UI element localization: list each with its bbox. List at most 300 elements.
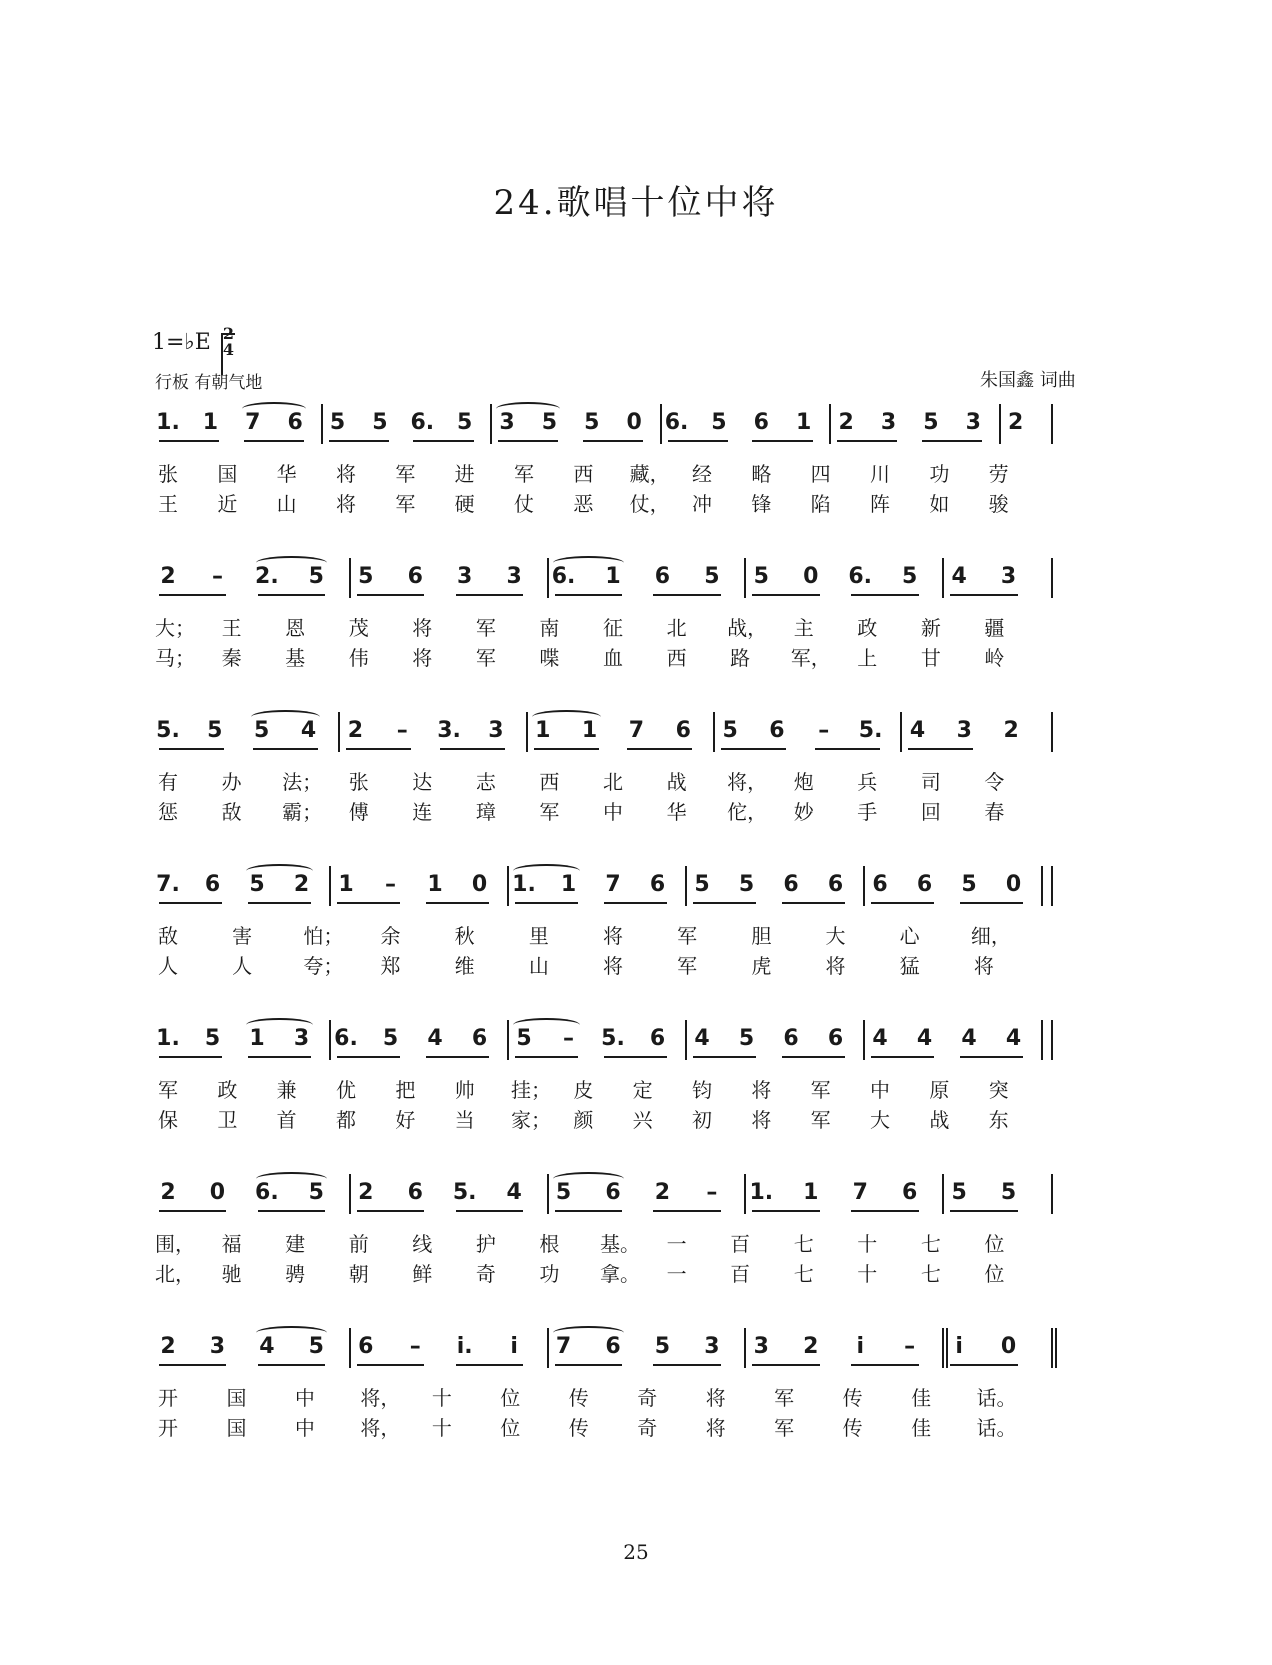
lyric-char: 七 (920, 1262, 941, 1286)
note: 2 (347, 718, 364, 743)
lyric-char: 传 (842, 1386, 863, 1410)
lyrics-row-1 (155, 1382, 1115, 1412)
note: 5 (555, 1180, 572, 1205)
lyric-char: 军 (475, 616, 496, 640)
lyric-char: 细， (970, 924, 1011, 948)
lyric-char: 办 (221, 770, 242, 794)
lyric-char: 七 (920, 1232, 941, 1256)
note: 5 (254, 718, 270, 743)
lyric-char: 夸； (303, 954, 344, 978)
lyric-char: 将 (751, 1078, 772, 1102)
beam-underline (159, 594, 226, 596)
lyric-char: 国 (217, 462, 238, 486)
bar-line (490, 404, 492, 444)
slur (513, 864, 580, 878)
lyric-char: 回 (920, 800, 941, 824)
lyric-char: 将 (336, 462, 356, 486)
lyric-char: 优 (336, 1078, 356, 1102)
lyric-char: 佳 (911, 1386, 932, 1410)
note: 6 (916, 872, 933, 897)
lyric-char: 突 (988, 1078, 1009, 1102)
note: 5 (249, 872, 265, 897)
lyric-char: 战， (727, 616, 768, 640)
lyric-char: 把 (395, 1078, 416, 1102)
note: 3 (956, 718, 972, 743)
bar-line (863, 1020, 865, 1060)
lyric-char: 仗， (629, 492, 670, 516)
score-line (155, 706, 1115, 826)
lyric-char: 茂 (348, 616, 369, 640)
lyric-char: 家； (511, 1108, 551, 1132)
lyric-char: 路 (730, 646, 751, 670)
notes-row (155, 706, 1115, 766)
note: – (563, 1026, 574, 1051)
lyric-char: 传 (568, 1386, 589, 1410)
lyric-char: 当 (454, 1108, 475, 1132)
note: 5 (738, 1026, 755, 1051)
lyric-char: 军 (774, 1386, 795, 1410)
note: 4 (909, 718, 926, 743)
lyric-char: 炮 (793, 770, 814, 794)
lyric-char: 十 (431, 1386, 452, 1410)
note: 0 (209, 1180, 226, 1205)
note: 4 (259, 1334, 275, 1359)
note: 3 (499, 410, 515, 435)
lyric-char: 将 (412, 646, 433, 670)
beam-underline (583, 440, 643, 442)
note: 7 (605, 872, 621, 897)
bar-line (507, 866, 509, 906)
notes-row (155, 860, 1115, 920)
slur (553, 556, 624, 570)
note: 2 (160, 1180, 176, 1205)
beam-underline (668, 440, 728, 442)
lyric-char: 马； (155, 646, 195, 670)
note: 5 (923, 410, 939, 435)
lyric-char: 东 (988, 1108, 1009, 1132)
lyric-char: 挂； (511, 1078, 551, 1102)
note: 2 (358, 1180, 374, 1205)
lyric-char: 中 (294, 1386, 315, 1410)
bar-line-end (1051, 1020, 1053, 1060)
note: 3 (880, 410, 897, 435)
note: 5 (204, 1026, 221, 1051)
note: 3. (437, 718, 461, 743)
note: 3 (1000, 564, 1017, 589)
note: 6 (649, 1026, 666, 1051)
note: 3 (506, 564, 522, 589)
lyric-char: 军 (475, 646, 496, 670)
bar-line (744, 1174, 746, 1214)
lyric-char: 位 (500, 1386, 521, 1410)
note: 4 (427, 1026, 443, 1051)
lyric-char: 朝 (348, 1262, 369, 1286)
note: 0 (803, 564, 819, 589)
lyric-char: 开 (158, 1386, 178, 1410)
beam-underline (244, 440, 304, 442)
note: 0 (1005, 872, 1022, 897)
lyrics-row-2 (155, 642, 1115, 672)
lyrics-row-2 (155, 1258, 1115, 1288)
note: 4 (961, 1026, 977, 1051)
note: 2 (160, 1334, 176, 1359)
note: 2 (293, 872, 310, 897)
note: i (510, 1334, 518, 1359)
lyric-char: 恶 (573, 492, 594, 516)
lyric-char: 开 (158, 1416, 178, 1440)
lyric-char: 进 (454, 462, 475, 486)
lyric-char: 妙 (793, 800, 814, 824)
lyric-char: 山 (276, 492, 297, 516)
notes-row (155, 552, 1115, 612)
beam-underline (337, 1056, 400, 1058)
lyric-char: 霸； (282, 800, 323, 824)
note: 6 (605, 1180, 621, 1205)
slur (246, 1018, 313, 1032)
lyric-char: 西 (573, 462, 594, 486)
lyric-char: 北， (155, 1262, 195, 1286)
note: – (211, 564, 223, 589)
lyric-char: 根 (539, 1232, 560, 1256)
bar-line-end (1051, 558, 1053, 598)
beam-underline (159, 1056, 222, 1058)
beam-underline (426, 1056, 489, 1058)
lyric-char: 佳 (911, 1416, 932, 1440)
beam-underline (851, 1364, 918, 1366)
lyric-char: 中 (870, 1078, 890, 1102)
note: 5. (858, 718, 883, 743)
lyric-char: 骏 (988, 492, 1009, 516)
lyric-char: 将， (727, 770, 768, 794)
note: 0 (1000, 1334, 1017, 1359)
lyric-char: 十 (857, 1232, 878, 1256)
beam-underline (258, 594, 325, 596)
lyric-char: 张 (348, 770, 369, 794)
lyrics-row-1 (155, 766, 1115, 796)
lyric-char: 猛 (899, 954, 920, 978)
note: i. (456, 1334, 473, 1359)
note: 6 (407, 1180, 423, 1205)
lyric-char: 传 (842, 1416, 863, 1440)
lyric-char: 颜 (573, 1108, 594, 1132)
note: 5 (372, 410, 388, 435)
bar-line (329, 1020, 331, 1060)
bar-line (1041, 1020, 1043, 1060)
lyric-char: 大 (870, 1108, 890, 1132)
lyric-char: 中 (294, 1416, 315, 1440)
lyric-char: 将 (751, 1108, 772, 1132)
note: 5 (753, 564, 769, 589)
note: 2. (255, 564, 279, 589)
lyric-char: 大； (155, 616, 195, 640)
note: – (904, 1334, 916, 1359)
note: 6 (769, 718, 785, 743)
note: 5 (382, 1026, 399, 1051)
note: 0 (471, 872, 488, 897)
note: 2 (803, 1334, 819, 1359)
note: 7. (156, 872, 180, 897)
note: 7 (245, 410, 261, 435)
lyric-char: 奇 (475, 1262, 496, 1286)
notes-row (155, 1168, 1115, 1228)
lyric-char: 北 (603, 770, 623, 794)
bar-line (863, 866, 865, 906)
lyric-char: 将 (412, 616, 433, 640)
note: 7 (555, 1334, 572, 1359)
lyric-char: 线 (412, 1232, 433, 1256)
lyric-char: 佗， (727, 800, 768, 824)
note: 4 (300, 718, 317, 743)
lyric-char: 百 (730, 1262, 751, 1286)
beam-underline (693, 902, 756, 904)
note: 5. (601, 1026, 625, 1051)
slur (256, 1172, 327, 1186)
beam-underline (815, 748, 880, 750)
lyrics-row-1 (155, 1074, 1115, 1104)
slur (532, 710, 601, 724)
lyric-char: 连 (412, 800, 433, 824)
tempo-marking: 行板 有朝气地 (155, 373, 263, 393)
lyric-char: 甘 (920, 646, 941, 670)
bar-line (999, 404, 1001, 444)
note: 6 (471, 1026, 488, 1051)
beam-underline (837, 440, 897, 442)
lyric-char: 秋 (454, 924, 475, 948)
lyric-char: 手 (857, 800, 878, 824)
lyric-char: 七 (793, 1232, 814, 1256)
lyrics-row-1 (155, 612, 1115, 642)
beam-underline (498, 440, 558, 442)
note: – (706, 1180, 718, 1205)
note: 1 (560, 872, 577, 897)
bar-line (744, 558, 746, 598)
note: 6 (204, 872, 221, 897)
lyric-char: 一 (666, 1262, 687, 1286)
lyric-char: 藏， (629, 462, 670, 486)
bar-line (547, 1328, 549, 1368)
note: i (856, 1334, 864, 1359)
note: – (409, 1334, 421, 1359)
note: 6 (407, 564, 423, 589)
bar-line (942, 1174, 944, 1214)
note: 6 (649, 872, 666, 897)
bar-line (942, 1328, 948, 1368)
lyric-char: 前 (348, 1232, 369, 1256)
beam-underline (950, 1210, 1017, 1212)
slur (242, 402, 306, 416)
note: 5 (694, 872, 710, 897)
lyric-char: 胆 (751, 924, 772, 948)
note: 6. (410, 410, 435, 435)
note: 3 (457, 564, 473, 589)
lyric-char: 大 (825, 924, 846, 948)
lyric-char: 达 (412, 770, 433, 794)
lyric-char: 将， (360, 1386, 401, 1410)
note: 1 (796, 410, 812, 435)
lyric-char: 新 (920, 616, 941, 640)
lyrics-row-2 (155, 796, 1115, 826)
beam-underline (752, 1364, 819, 1366)
lyric-char: 法； (282, 770, 323, 794)
bar-line (547, 558, 549, 598)
note: 3 (293, 1026, 310, 1051)
beam-underline (871, 1056, 934, 1058)
note: – (396, 718, 408, 743)
meter-bottom: 4 (222, 340, 235, 359)
lyric-char: 近 (217, 492, 238, 516)
lyric-char: 春 (984, 800, 1005, 824)
bar-line (349, 1328, 351, 1368)
lyric-char: 惩 (158, 800, 178, 824)
lyric-char: 军 (810, 1108, 831, 1132)
note: 6 (872, 872, 888, 897)
lyric-char: 军 (539, 800, 560, 824)
beam-underline (258, 1210, 325, 1212)
score-line (155, 860, 1115, 980)
author-credit: 朱国鑫 词曲 (980, 370, 1076, 391)
lyric-char: 十 (431, 1416, 452, 1440)
beam-underline (782, 1056, 845, 1058)
note: 5 (308, 1334, 324, 1359)
note: 5 (961, 872, 977, 897)
beam-underline (693, 1056, 756, 1058)
lyric-char: 卫 (217, 1108, 238, 1132)
note: 4 (506, 1180, 522, 1205)
lyrics-row-1 (155, 1228, 1115, 1258)
beam-underline (456, 1210, 523, 1212)
lyric-char: 保 (158, 1108, 178, 1132)
notes-row (155, 398, 1115, 458)
note: 6. (255, 1180, 279, 1205)
bar-line (660, 404, 662, 444)
note: 5 (584, 410, 600, 435)
lyric-char: 首 (276, 1108, 297, 1132)
beam-underline (258, 1364, 325, 1366)
lyric-char: 护 (475, 1232, 496, 1256)
beam-underline (248, 1056, 311, 1058)
lyric-char: 征 (603, 616, 623, 640)
bar-line (744, 1328, 746, 1368)
lyric-char: 将 (336, 492, 356, 516)
note: 1. (749, 1180, 774, 1205)
note: 6 (783, 872, 799, 897)
lyric-char: 兼 (276, 1078, 297, 1102)
lyric-char: 四 (810, 462, 831, 486)
slur (256, 556, 327, 570)
score-line (155, 398, 1115, 518)
lyric-char: 位 (984, 1232, 1005, 1256)
lyric-char: 令 (984, 770, 1005, 794)
note: 6 (675, 718, 691, 743)
lyric-char: 驰 (221, 1262, 242, 1286)
lyric-char: 害 (232, 924, 253, 948)
bar-line (942, 558, 944, 598)
bar-line (507, 1020, 509, 1060)
lyric-char: 将 (705, 1416, 726, 1440)
lyric-char: 政 (217, 1078, 238, 1102)
beam-underline (604, 1056, 667, 1058)
beam-underline (851, 594, 918, 596)
note: 6. (334, 1026, 358, 1051)
note: 1 (605, 564, 621, 589)
lyric-char: 司 (920, 770, 941, 794)
lyric-char: 将 (603, 954, 623, 978)
note: 5 (308, 564, 324, 589)
lyric-char: 秦 (221, 646, 242, 670)
lyric-char: 兴 (632, 1108, 653, 1132)
beam-underline (871, 902, 934, 904)
beam-underline (515, 902, 578, 904)
lyric-char: 钧 (692, 1078, 712, 1102)
lyric-char: 西 (666, 646, 687, 670)
beam-underline (159, 748, 224, 750)
lyric-char: 川 (870, 462, 890, 486)
lyric-char: 主 (793, 616, 814, 640)
bar-line (1041, 866, 1043, 906)
lyric-char: 话。 (976, 1386, 1017, 1410)
note: 6. (848, 564, 873, 589)
note: 2 (1007, 410, 1024, 435)
lyrics-row-2 (155, 488, 1115, 518)
lyric-char: 帅 (454, 1078, 475, 1102)
beam-underline (653, 1210, 720, 1212)
note: 1 (581, 718, 598, 743)
beam-underline (604, 902, 667, 904)
note: 5 (951, 1180, 967, 1205)
lyric-char: 传 (568, 1416, 589, 1440)
lyric-char: 华 (276, 462, 297, 486)
beam-underline (555, 1364, 622, 1366)
lyric-char: 将， (360, 1416, 401, 1440)
lyric-char: 疆 (984, 616, 1005, 640)
bar-line (526, 712, 528, 752)
note: 3 (753, 1334, 769, 1359)
lyric-char: 初 (692, 1108, 712, 1132)
lyric-char: 好 (395, 1108, 416, 1132)
lyric-char: 位 (984, 1262, 1005, 1286)
bar-line (338, 712, 340, 752)
note: 4 (1005, 1026, 1022, 1051)
beam-underline (627, 748, 692, 750)
note: 4 (951, 564, 967, 589)
lyric-char: 伟 (348, 646, 369, 670)
beam-underline (346, 748, 411, 750)
lyric-char: 政 (857, 616, 878, 640)
beam-underline (555, 594, 622, 596)
lyric-char: 奇 (637, 1416, 658, 1440)
note: 5 (329, 410, 346, 435)
lyric-char: 军 (395, 462, 416, 486)
lyric-char: 如 (929, 492, 950, 516)
lyric-char: 国 (226, 1416, 247, 1440)
lyric-char: 都 (336, 1108, 356, 1132)
lyric-char: 里 (528, 924, 549, 948)
lyric-char: 维 (454, 954, 475, 978)
slur (256, 1326, 327, 1340)
bar-line-end (1051, 712, 1053, 752)
note: 0 (626, 410, 642, 435)
beam-underline (950, 594, 1017, 596)
note: 6. (551, 564, 576, 589)
lyric-char: 人 (232, 954, 253, 978)
lyric-char: 将 (705, 1386, 726, 1410)
note: 3 (965, 410, 981, 435)
beam-underline (159, 902, 222, 904)
beam-underline (456, 594, 523, 596)
lyrics-row-1 (155, 458, 1115, 488)
note: 4 (872, 1026, 888, 1051)
lyric-char: 军， (790, 646, 831, 670)
